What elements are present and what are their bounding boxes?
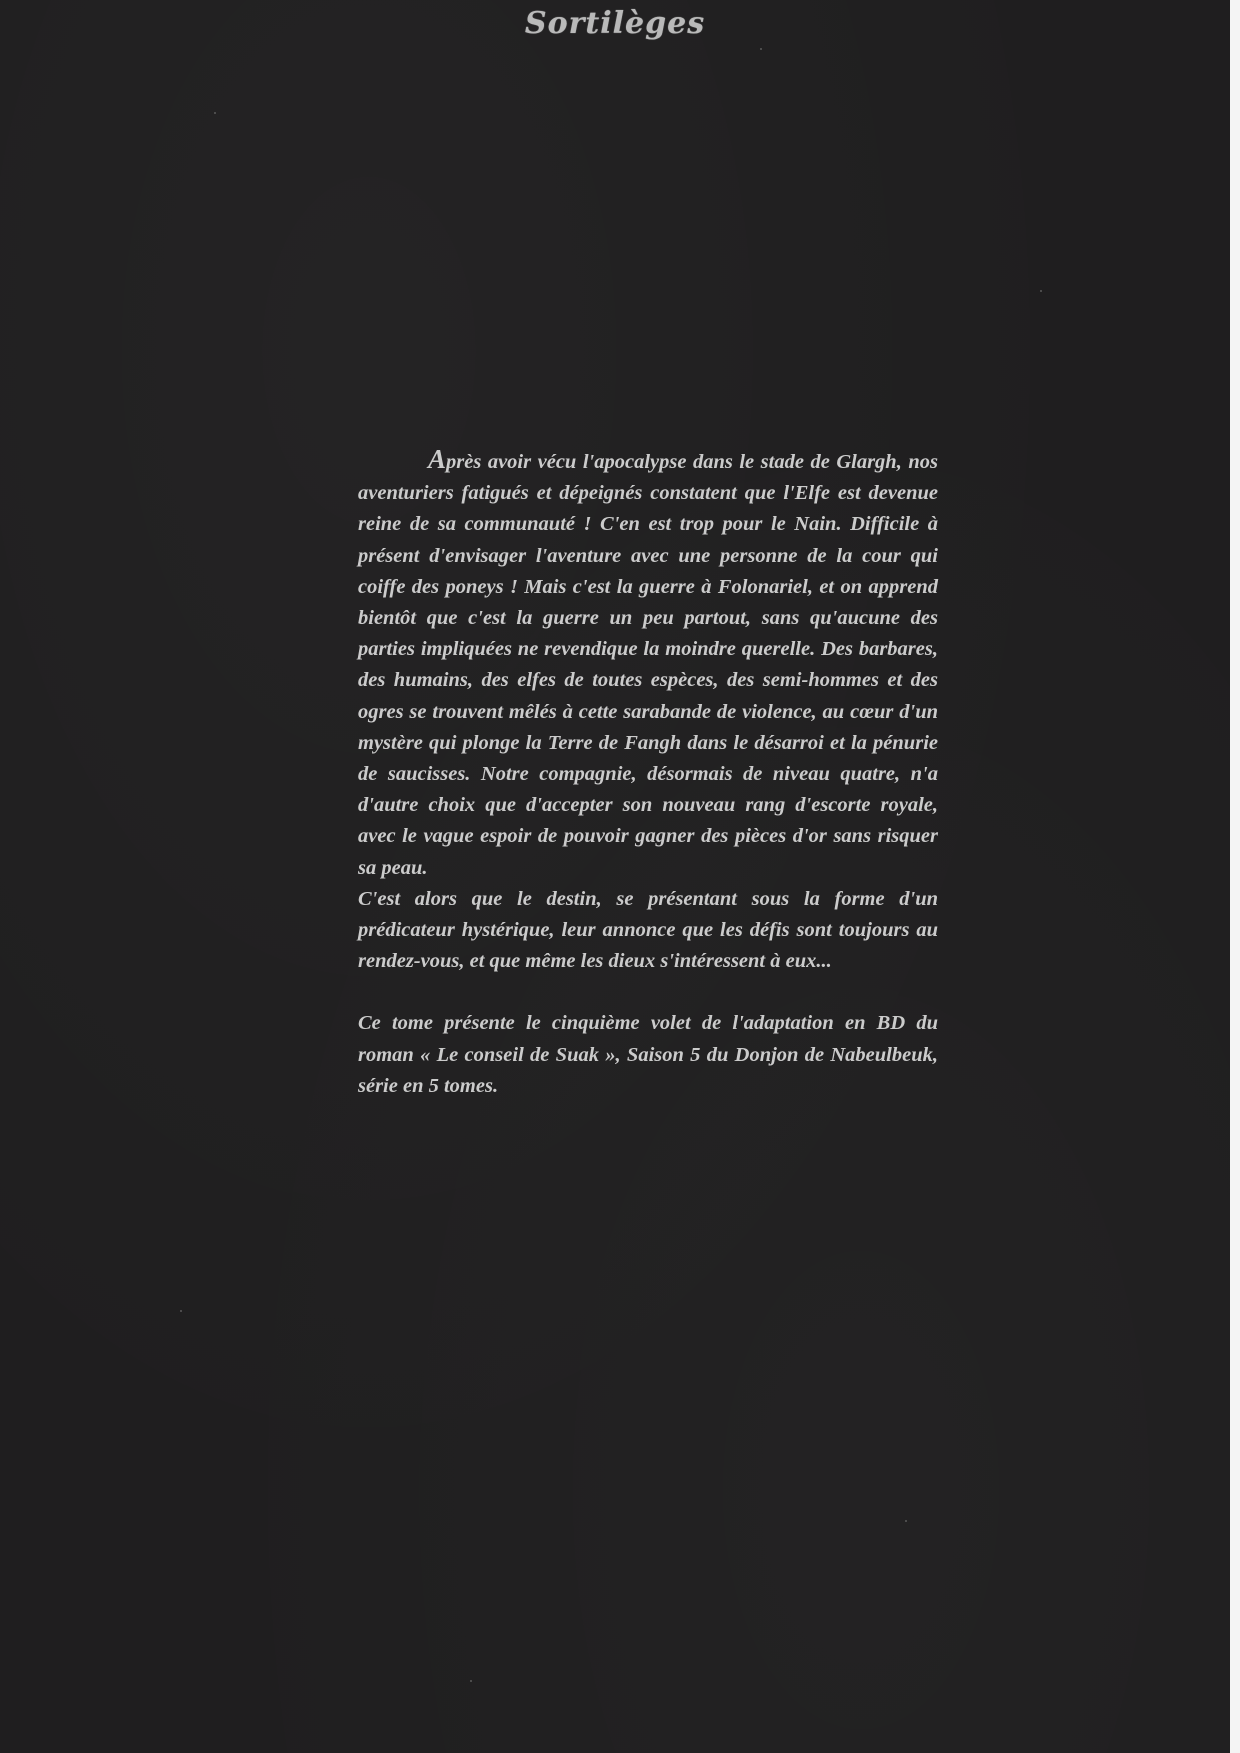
dust-speck bbox=[214, 112, 216, 114]
page-edge bbox=[1230, 0, 1240, 1753]
paragraph-spacer bbox=[358, 977, 938, 1008]
blurb-paragraph-1 bbox=[358, 444, 938, 884]
blurb-paragraph-2: C'est alors que le destin, se présentant sous la forme d'un prédicateur hystérique, leur annonce que les défis sont toujours au rendez-vous, et que même les dieux s'intéressent à eux... bbox=[358, 887, 938, 973]
drop-cap: A bbox=[428, 444, 447, 474]
dust-speck bbox=[180, 1310, 182, 1312]
publisher-imprint: Sortilèges bbox=[524, 6, 706, 41]
dust-speck bbox=[760, 48, 762, 50]
blurb-paragraph-3: Ce tome présente le cinquième volet de l'adaptation en BD du roman « Le conseil de Suak », Saison 5 du Donjon de Nabeulbeuk, série en 5 tomes. bbox=[358, 1012, 938, 1097]
paragraph-1-text: près avoir vécu l'apocalypse dans le stade de Glargh, nos aventuriers fatigués et dépeignés constatent que l'Elfe est devenue reine de sa communauté ! C'en est trop pour le Nain. Difficile à présent d'envisager l'aventure avec une personne de la cour qui coiffe des poneys ! Mais c'est la guerre à Folonariel, et on apprend bientôt que c'est la guerre un peu partout, sans qu'aucune des parties impliquées ne revendique la moindre querelle. Des barbares, des humains, des elfes de toutes espèces, des semi-hommes et des ogres se trouvent mêlés à cette sarabande de violence, au cœur d'un mystère qui plonge la Terre de Fangh dans le désarroi et la pénurie de saucisses. Notre compagnie, désormais de niveau quatre, n'a d'autre choix que d'accepter son nouveau rang d'escorte royale, avec le vague espoir de pouvoir gagner des pièces d'or sans risquer sa peau. bbox=[358, 451, 938, 879]
dust-speck bbox=[470, 1680, 472, 1682]
dust-speck bbox=[905, 1520, 907, 1522]
back-cover-blurb bbox=[358, 444, 938, 1102]
dust-speck bbox=[1040, 290, 1042, 292]
